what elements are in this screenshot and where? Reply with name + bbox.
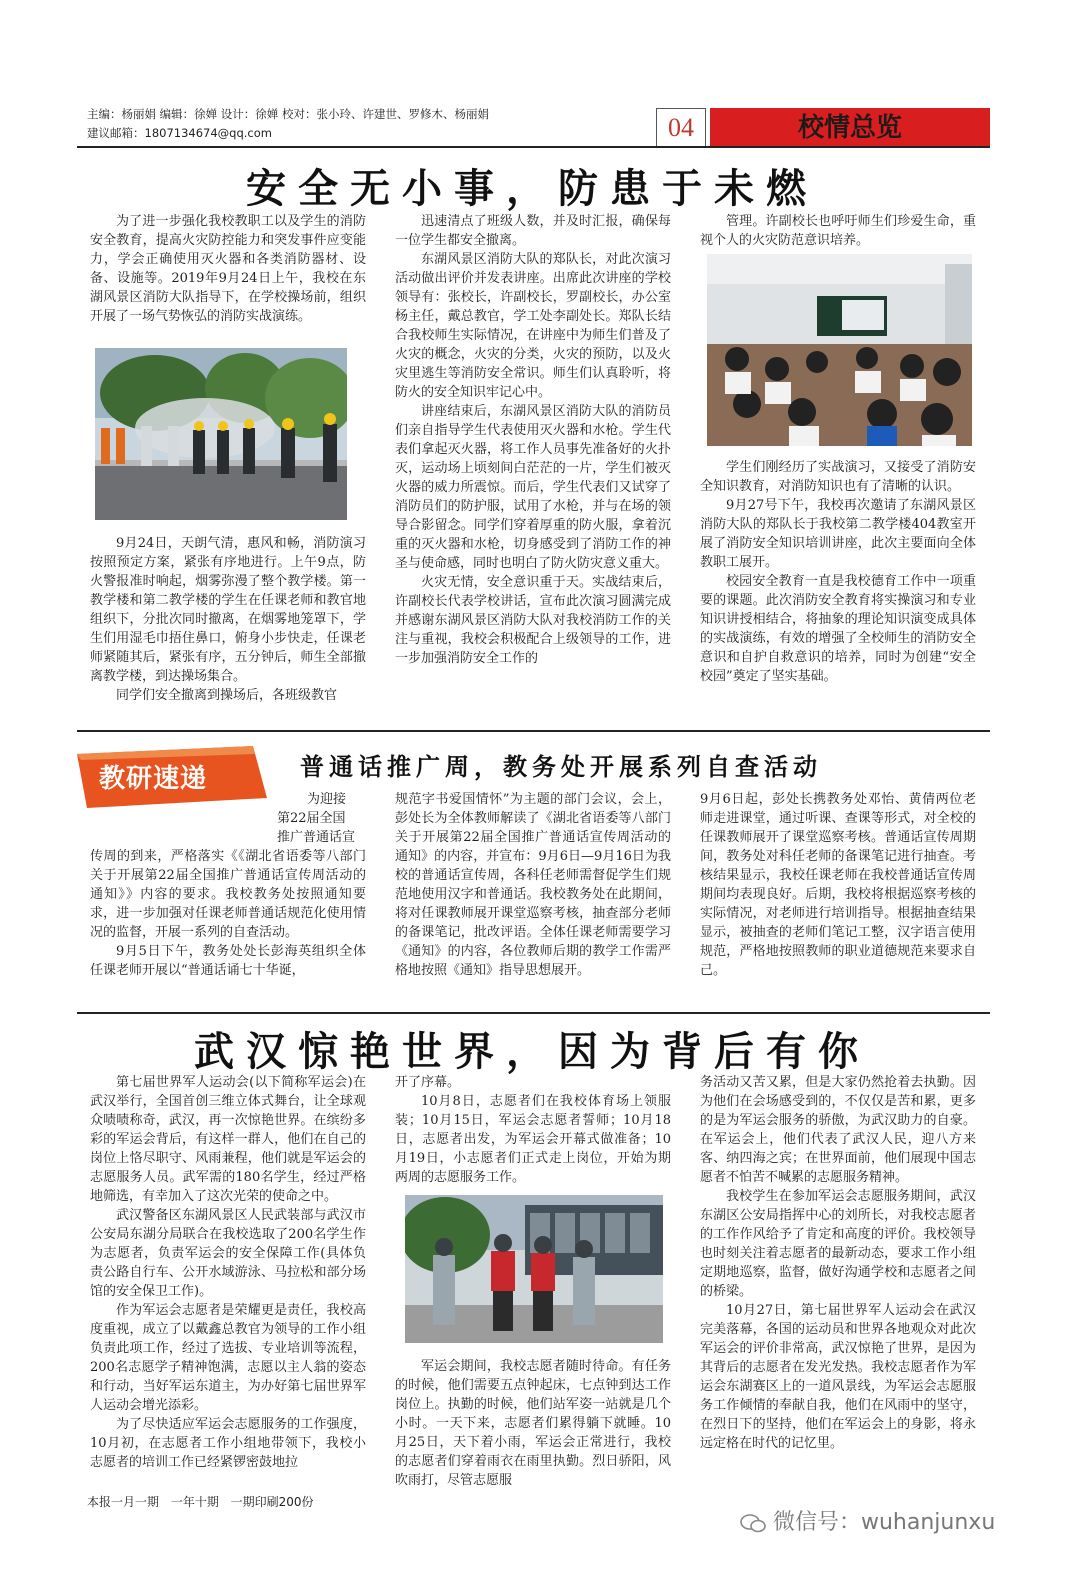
fire-drill-photo xyxy=(95,348,347,520)
article1-paragraph: 9月27号下午，我校再次邀请了东湖风景区消防大队的郑队长于我校第二教学楼404教室开展了消防安全知识培训讲座，此次主要面向全体教职工展开。 xyxy=(700,498,976,570)
article1-paragraph: 校园安全教育一直是我校德育工作中一项重要的课题。此次消防安全教育将实操演习和专业知识讲授相结合，将抽象的理论知识演变成具体的实战演练，有效的增强了全校师生的消防安全意识和自护自救意识的培养，同时为创建“安全校园”奠定了坚实基础。 xyxy=(700,574,976,684)
article1-paragraph: 9月24日，天朗气清，惠风和畅，消防演习按照预定方案，紧张有序地进行。上午9点，防火警报准时响起，烟雾弥漫了整个教学楼。第一教学楼和第二教学楼的学生在任课老师和教官地组织下，分批次同时撤离，在烟雾地笼罩下，学生们用湿毛巾捂住鼻口，俯身小步快走，任课老师紧随其后，紧张有序，五分钟后，师生全部撤离教学楼，到达操场集合。 xyxy=(90,536,366,684)
article1-paragraph: 东湖风景区消防大队的郑队长，对此次演习活动做出评价并发表讲座。出席此次讲座的学校领导有：张校长，许副校长，罗副校长，办公室杨主任，戴总教官，学工处李副处长。郑队长结合我校师生实际情况，在讲座中为师生们普及了火灾的概念，火灾的分类，火灾的预防，以及火灾里逃生等消防安全常识。师生们认真聆听，将防火的安全知识牢记心中。 xyxy=(395,252,671,400)
wechat-id: 微信号：wuhanjunxu xyxy=(773,1510,996,1535)
article3-paragraph: 为了尽快适应军运会志愿服务的工作强度，10月初，在志愿者工作小组地带领下，我校小志愿者的培训工作已经紧锣密鼓地拉 xyxy=(90,1417,366,1470)
article3-column-3 xyxy=(700,1073,976,1453)
article2-paragraph: 传周的到来，严格落实《《湖北省语委等八部门关于开展第22届全国推广普通话宣传周活动的通知》》内容的要求。我校教务处按照通知要求，进一步加强对任课老师普通话规范化使用情况的监督，开展一系列的自查活动。 xyxy=(90,849,366,940)
article1-divider xyxy=(77,730,990,732)
print-info: 本报一月一期 一年十期 一期印刷200份 xyxy=(87,1495,314,1509)
article1-paragraph: 为了进一步强化我校教职工以及学生的消防安全教育，提高火灾防控能力和突发事件应变能力，学会正确使用灭火器和各类消防器材、设备、设施等。2019年9月24日上午，我校在东湖风景区消防大队指导下，在学校操场前，组织开展了一场气势恢弘的消防实战演练。 xyxy=(90,214,366,324)
article1-column-1 xyxy=(90,212,366,326)
article2-column-1 xyxy=(90,790,366,980)
article3-paragraph: 务活动又苦又累，但是大家仍然抢着去执勤。因为他们在会场感受到的，不仅仅是苦和累，更多的是为军运会服务的骄傲，为武汉助力的自豪。在军运会上，他们代表了武汉人民，迎八方来客、纳四海之宾；在世界面前，他们展现中国志愿者不怕苦不喊累的志愿服务精神。 xyxy=(700,1075,976,1185)
lecture-classroom-photo xyxy=(707,254,972,446)
article3-paragraph: 10月27日，第七届世界军人运动会在武汉完美落幕，各国的运动员和世界各地观众对此次军运会的评价非常高，武汉惊艳了世界，是因为其背后的志愿者在发光发热。我校志愿者作为军运会东湖赛区上的一道风景线，为军运会志愿服务工作倾情的奉献自我，他们在风雨中的坚守，在烈日下的坚持，他们在军运会上的身影，将永远定格在时代的记忆里。 xyxy=(700,1303,976,1451)
article3-paragraph: 开了序幕。 xyxy=(395,1075,461,1090)
article2-paragraph: 9月5日下午，教务处处长彭海英组织全体任课老师开展以“普通话诵七十华诞， xyxy=(90,944,366,978)
article2-divider xyxy=(77,1012,990,1014)
article2-paragraph: 规范字书爱国情怀”为主题的部门会议，会上，彭处长为全体教师解读了《湖北省语委等八部门关于开展第22届全国推广普通话宣传周活动的通知》的内容，并宣布：9月6日—9月16日为我校的普通话宣传周，各科任老师需督促学生们规范地使用汉字和普通话。我校教务处在此期间，将对任课教师展开课堂巡察考核，抽查部分老师的备课笔记，批改评语。全体任课老师需要学习《通知》的内容，各位教师后期的教学工作需严格地按照《通知》指导思想展开。 xyxy=(395,792,671,978)
wechat-icon xyxy=(740,1513,766,1533)
article2-lead-line: 为迎接 xyxy=(307,792,347,807)
article1-paragraph: 同学们安全撤离到操场后，各班级教官 xyxy=(116,688,338,703)
article1-column-3 xyxy=(700,212,976,250)
article2-column-2 xyxy=(395,790,671,980)
article3-column-1 xyxy=(90,1073,366,1472)
section-banner: 校情总览 xyxy=(710,108,990,148)
article3-paragraph: 军运会期间，我校志愿者随时待命。有任务的时候，他们需要五点钟起床，七点钟到达工作岗位上。执勤的时候，他们站军姿一站就是几个小时。一天下来，志愿者们累得躺下就睡。10月25日，天下着小雨，军运会正常进行，我校的志愿者们穿着雨衣在雨里执勤。烈日骄阳，风吹雨打，尽管志愿服 xyxy=(395,1359,671,1488)
article2-lead-line: 第22届全国 xyxy=(277,811,346,826)
masthead-credits xyxy=(87,105,489,143)
article3-paragraph: 第七届世界军人运动会(以下简称军运会)在武汉举行，全国首创三维立体式舞台，让全球观众啧啧称奇，武汉，再一次惊艳世界。在缤纷多彩的军运会背后，有这样一群人，他们在自己的岗位上恪尽职守、风雨兼程，他们就是军运会的志愿服务人员。武军需的180名学生，经过严格地筛选，有幸加入了这次光荣的使命之中。 xyxy=(90,1075,366,1204)
article3-paragraph: 我校学生在参加军运会志愿服务期间，武汉东湖区公安局指挥中心的刘所长，对我校志愿者的工作作风给予了肯定和高度的评价。我校领导也时刻关注着志愿者的最新动态，要求工作小组定期地巡察，监督，做好沟通学校和志愿者之间的桥梁。 xyxy=(700,1189,976,1299)
wechat-watermark xyxy=(740,1505,995,1536)
article2-column-3 xyxy=(700,790,976,980)
article2-lead-line: 推广普通话宣 xyxy=(277,830,356,845)
article3-title: 武汉惊艳世界，因为背后有你 xyxy=(194,1028,870,1075)
article1-title: 安全无小事，防患于未燃 xyxy=(246,165,818,212)
article2-title: 普通话推广周，教务处开展系列自查活动 xyxy=(300,752,822,781)
article1-column-1-continued xyxy=(90,534,366,705)
credits-line-email: 建议邮箱：1807134674@qq.com xyxy=(87,126,272,140)
article1-column-3-continued xyxy=(700,458,976,686)
article3-column-2 xyxy=(395,1073,671,1187)
article1-column-2 xyxy=(395,212,671,668)
article1-paragraph: 迅速清点了班级人数，并及时汇报，确保每一位学生都安全撤离。 xyxy=(395,214,671,248)
volunteers-photo xyxy=(405,1195,663,1343)
header-rule xyxy=(77,146,990,148)
page-number: 04 xyxy=(656,108,706,148)
credits-line-editors: 主编：杨丽娟 编辑：徐婵 设计：徐婵 校对：张小玲、许建世、罗修木、杨丽娟 xyxy=(87,107,489,121)
article1-paragraph: 学生们刚经历了实战演习，又接受了消防安全知识教育，对消防知识也有了清晰的认识。 xyxy=(700,460,976,494)
article1-paragraph: 讲座结束后，东湖风景区消防大队的消防员们亲自指导学生代表使用灭火器和水枪。学生代表们拿起灭火器，将工作人员事先准备好的火扑灭，运动场上顷刻间白茫茫的一片，学生们被灭火器的威力所震惊。而后，学生代表们又试穿了消防员们的防护服，试用了水枪，并与在场的领导合影留念。同学们穿着厚重的防火服，拿着沉重的灭火器和水枪，切身感受到了消防工作的神圣与使命感，同时也明白了防火防灾意义重大。 xyxy=(395,404,671,571)
article3-paragraph: 武汉警备区东湖风景区人民武装部与武汉市公安局东湖分局联合在我校选取了200名学生作为志愿者，负责军运会的安全保障工作(具体负责公路自行车、公开水域游泳、马拉松和部分场馆的安全保卫工作)。 xyxy=(90,1208,366,1299)
article3-paragraph: 10月8日，志愿者们在我校体育场上领服装；10月15日，军运会志愿者誓师；10月18日，志愿者出发，为军运会开幕式做准备；10月19日，小志愿者们正式走上岗位，开始为期两周的志愿服务工作。 xyxy=(395,1094,671,1185)
article1-paragraph: 管理。许副校长也呼吁师生们珍爱生命，重视个人的火灾防范意识培养。 xyxy=(700,214,976,248)
section-tag-label: 教研速递 xyxy=(99,764,208,794)
article2-paragraph: 9月6日起，彭处长携教务处邓怡、黄倩两位老师走进课堂，通过听课、查课等形式，对全校的任课教师展开了课堂巡察考核。普通话宣传周期间，教务处对科任老师的备课笔记进行抽查。考核结果显示，我校任课老师在我校普通话宣传周期间均表现良好。后期，我校将根据巡察考核的实际情况，对老师进行培训指导。根据抽查结果显示，被抽查的老师们笔记工整，汉字语言使用规范，严格地按照教师的职业道德规范来要求自己。 xyxy=(700,792,976,978)
article1-paragraph: 火灾无情，安全意识重于天。实战结束后，许副校长代表学校讲话，宣布此次演习圆满完成并感谢东湖风景区消防大队对我校消防工作的关注与重视，我校会积极配合上级领导的工作，进一步加强消防安全工作的 xyxy=(395,575,671,666)
article3-paragraph: 作为军运会志愿者是荣耀更是责任，我校高度重视，成立了以戴鑫总教官为领导的工作小组负责此项工作，经过了选拔、专业培训等流程，200名志愿学子精神饱满，志愿以主人翁的姿态和行动，当好军运东道主，为办好第七届世界军人运动会增光添彩。 xyxy=(90,1303,366,1413)
article3-column-2-continued xyxy=(395,1357,671,1490)
